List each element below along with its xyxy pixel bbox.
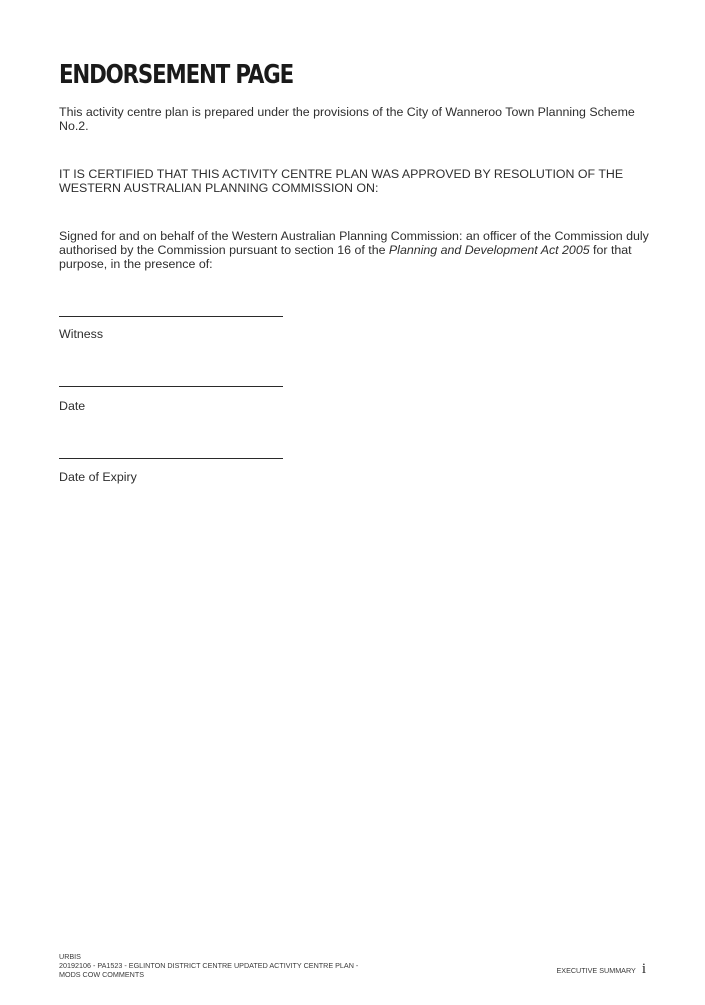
act-name: Planning and Development Act 2005 bbox=[388, 243, 590, 257]
expiry-label: Date of Expiry bbox=[59, 470, 137, 484]
signed-text-suffix: for that purpose, in the presence of: bbox=[59, 243, 632, 271]
signed-text-prefix: Signed for and on behalf of the Western Australian Planning Commission: an officer of the Commission duly authorised by the Commission pursuant to section 16 of the bbox=[59, 229, 649, 257]
witness-signature-line bbox=[59, 316, 283, 317]
footer-company: URBIS bbox=[59, 952, 81, 961]
date-signature-line bbox=[59, 386, 283, 387]
footer-reference: 20192106 - PA1523 - EGLINTON DISTRICT CENTRE UPDATED ACTIVITY CENTRE PLAN - MODS COW COMMENTS bbox=[59, 961, 359, 979]
footer-section-name: EXECUTIVE SUMMARY bbox=[556, 966, 636, 975]
footer-reference-block bbox=[59, 952, 359, 979]
signed-paragraph bbox=[59, 229, 649, 271]
page-number: i bbox=[641, 961, 646, 977]
expiry-signature-line bbox=[59, 458, 283, 459]
footer-page-info bbox=[556, 962, 646, 976]
certification-paragraph: IT IS CERTIFIED THAT THIS ACTIVITY CENTRE PLAN WAS APPROVED BY RESOLUTION OF THE WESTERN AUSTRALIAN PLANNING COMMISSION ON: bbox=[59, 167, 624, 195]
page-title: ENDORSEMENT PAGE bbox=[59, 60, 294, 90]
date-label: Date bbox=[59, 399, 86, 413]
intro-paragraph: This activity centre plan is prepared under the provisions of the City of Wanneroo Town Planning Scheme No.2. bbox=[59, 105, 635, 133]
witness-label: Witness bbox=[59, 327, 104, 341]
